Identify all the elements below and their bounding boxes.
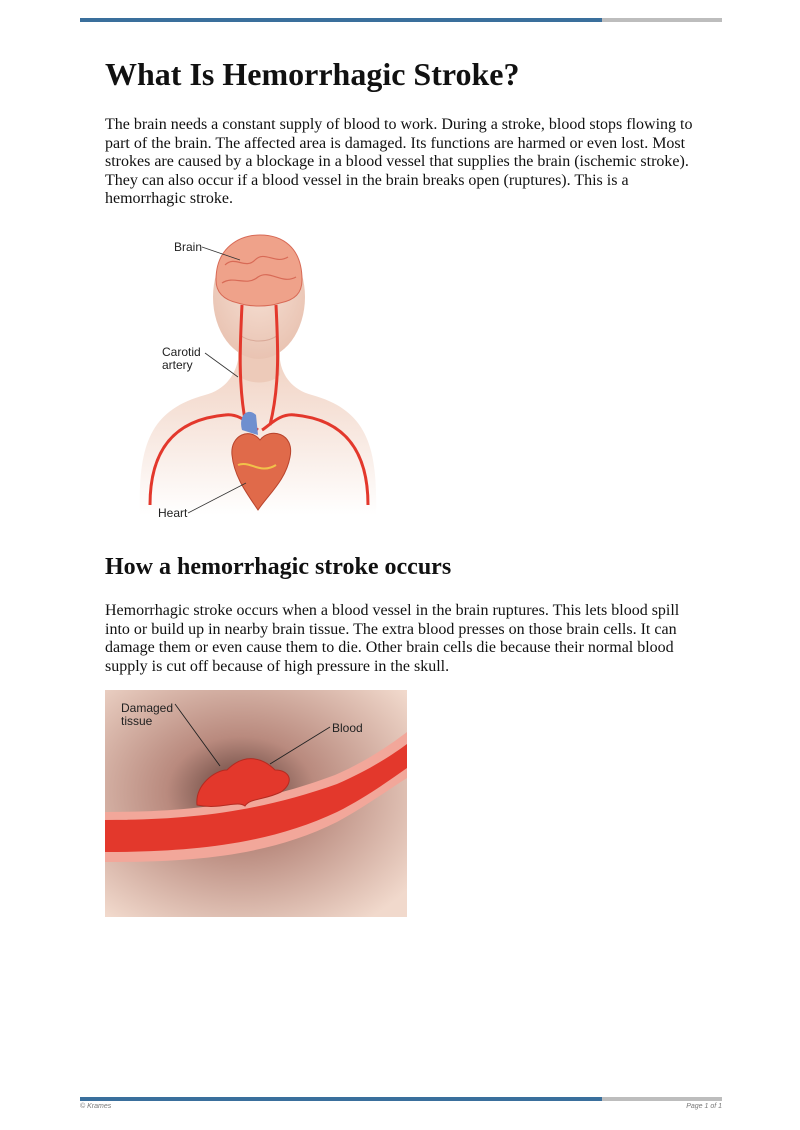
footer-page-number: Page 1 of 1 [686, 1103, 722, 1110]
bottom-rule-light [602, 1097, 722, 1101]
label-carotid-2: artery [162, 358, 193, 372]
label-blood: Blood [332, 721, 363, 735]
label-heart: Heart [158, 506, 188, 520]
top-rule [80, 18, 722, 22]
hemorrhage-svg [105, 690, 407, 917]
label-damaged-1: Damaged [121, 701, 174, 715]
label-damaged-2: tissue [121, 714, 153, 728]
bottom-rule [80, 1097, 722, 1101]
top-rule-light [602, 18, 722, 22]
anatomy-illustration [130, 225, 385, 525]
footer-copyright: © Krames [80, 1103, 112, 1110]
label-brain: Brain [174, 240, 203, 254]
carotid-leader [205, 353, 238, 377]
anatomy-svg [130, 225, 385, 525]
hemorrhage-illustration [105, 690, 407, 917]
top-rule-dark [80, 18, 602, 22]
intro-paragraph: The brain needs a constant supply of blood to work. During a stroke, blood stops flowing to part of the brain. The affected area is damaged. Its functions are harmed or even lost. Most strokes are caused by a blockage in a blood vessel that supplies the brain (ischemic stroke). They can also occur if a blood vessel in the brain breaks open (ruptures). This is a hemorrhagic stroke. [105, 116, 693, 207]
brain-shape [216, 235, 302, 306]
label-carotid-1: Carotid [162, 345, 201, 359]
page-title: What Is Hemorrhagic Stroke? [105, 56, 520, 92]
section-paragraph: Hemorrhagic stroke occurs when a blood vessel in the brain ruptures. This lets blood spill into or build up in nearby brain tissue. The extra blood presses on those brain cells. It can damage them or even cause them to die. Other brain cells die because their normal blood supply is cut off because of high pressure in the skull. [105, 602, 680, 675]
bottom-rule-dark [80, 1097, 602, 1101]
section-heading: How a hemorrhagic stroke occurs [105, 554, 452, 580]
